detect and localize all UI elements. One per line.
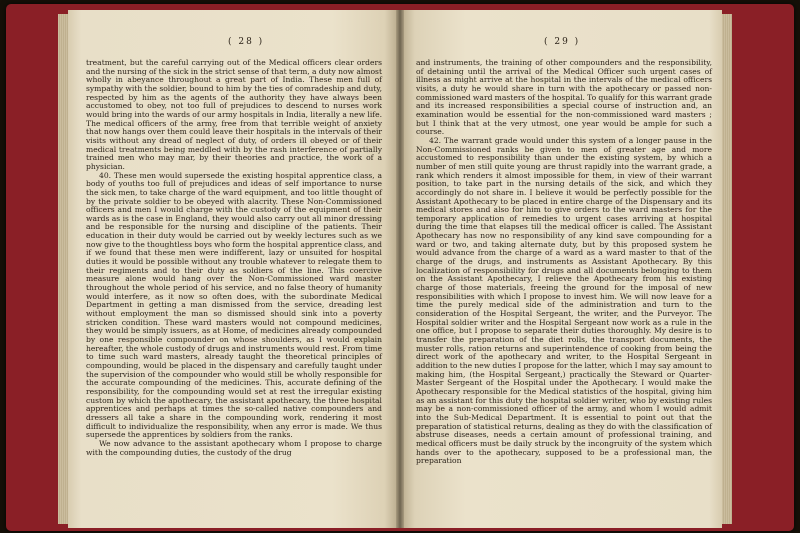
left-page — [68, 10, 398, 528]
book-gutter — [396, 10, 404, 528]
paragraph: 40. These men would supersede the existing hospital apprentice class, a body of youths too full of prejudices and ideas of self importance to nurse the sick men, to take charge of the ward equipment, and too little thought of by the private soldier to be obeyed with alacrity. These Non-Commissioned officers and men I would charge with the custody of the equipment of their wards as is the case in England, they would also carry out all minor dressing and be responsible for the nursing and discipline of the patients. Their education in their duty would be carried out by weekly lectures such as we now give to the thoughtless boys who form the hospital apprentice class, and if we found that these men were indifferent, lazy or unsuited for hospital duties it would be possible without any trouble whatever to relegate them to their regiments and to their duty as soldiers of the line. This coercive measure alone would hang over the Non-Commissioned ward master throughout the whole period of his service, and no false theory of humanity would interfere, as it now so often does, with the subordinate Medical Department in getting a man dismissed from the service, dreading lest without employment the man so dismissed should sink into a poverty stricken condition. These ward masters would not compound medicines, they would be simply issuers, as at Home, of medicines already compounded by one responsible compounder on whose shoulders, as I would explain hereafter, the whole custody of drugs and instruments would rest. From time to time such ward masters, already taught the theoretical principles of compounding, would be placed in the dispensary and carefully taught under the supervision of the compounder who would still be wholly responsible for the accurate compounding of the medicines. This, accurate defining of the responsibility, for the compounding would set at rest the irregular existing custom by which the apothecary, the assistant apothecary, the three hospital apprentices and perhaps at times the so-called native compounders and dressers all take a share in the compounding work, rendering it most difficult to individualize the responsibility, when any error is made. We thus supersede the apprentices by soldiers from the ranks. — [86, 170, 382, 440]
page-text — [416, 59, 712, 466]
right-page — [402, 10, 722, 528]
book — [6, 4, 794, 531]
left-page-edges — [58, 14, 68, 524]
page-text — [86, 59, 382, 457]
paragraph: We now advance to the assistant apothecary whom I propose to charge with the compounding duties, the custody of the drug — [86, 438, 382, 457]
page-number: ( 29 ) — [544, 37, 581, 47]
page-number: ( 28 ) — [228, 37, 265, 47]
right-page-edges — [722, 14, 732, 524]
paragraph: treatment, but the careful carrying out of the Medical officers clear orders and the nursing of the sick in the strict sense of that term, a duty now almost wholly in abeyance throughout a great part of India. These men full of sympathy with the soldier, bound to him by the ties of comradeship and duty, respected by him as the agents of the authority they have always been accustomed to obey, not too full of prejudices to descend to nurses work would bring into the wards of our army hospitals in India, literally a new life. The medical officers of the army, free from that terrible weight of anxiety that now hangs over them could leave their hospitals in the intervals of their visits without any dread of neglect of duty, of orders ill obeyed or of their medical treatments being meddled with by the rash interference of partially trained men who may mar, by their theories and practice, the work of a physician. — [86, 58, 382, 171]
paragraph: 42. The warrant grade would under this system of a longer pause in the Non-Commissioned ranks be given to men of greater age and more accustomed to responsibility than under the existing system, by which a number of men still quite young are thrust rapidly into the warrant grade, a rank which renders it almost impossible for them, in view of their warrant position, to take part in the nursing details of the sick, and which they accordingly do not share in. I believe it would be perfectly possible for the Assistant Apothecary to be placed in entire charge of the Dispensary and its medical stores and also for him to give orders to the ward masters for the temporary application of remedies to urgent cases arriving at hospital during the time that elapses till the medical officer is called. The Assistant Apothecary has now no responsibility of any kind save compounding for a ward or two, and taking alternate duty, but by this proposed system he would advance from the charge of a ward as a ward master to that of the charge of the drugs, and instruments as Assistant Apothecary. By this localization of responsibility for drugs and all documents belonging to them on the Assistant Apothecary, I relieve the Apothecary from his existing charge of those materials, freeing the ground for the imposal of new responsibilities with which I propose to invest him. We will now leave for a time the purely medical side of the administration and turn to the consideration of the Hospital Sergeant, the writer, and the Purveyor. The Hospital soldier writer and the Hospital Sergeant now work as a rule in the one office, but I propose to separate their duties thoroughly. My desire is to transfer the preparation of the diet rolls, the transport documents, the muster rolls, ration returns and superintendence of cooking from being the direct work of the apothecary and writer, to the Hospital Sergeant in addition to the new duties I propose for the latter, which I may say amount to making him, (the Hospital Sergeant,) practically the Steward or Quarter-Master Sergeant of the Hospital under the Apothecary. I would make the Apothecary responsible for the Medical statistics of the hospital, giving him as an assistant for this duty the hospital soldier writer, who by existing rules may be a non-commissioned officer of the army, and whom I would admit into the Sub-Medical Department. It is essential to point out that the preparation of statistical returns, dealing as they do with the classification of abstruse diseases, needs a certain amount of professional training, and medical officers must be daily struck by the incongruity of the system which hands over to the apothecary, supposed to be a professional man, the preparation — [416, 135, 712, 466]
paragraph: and instruments, the training of other compounders and the responsibility, of detaining until the arrival of the Medical Officer such urgent cases of illness as might arrive at the hospital in the intervals of the medical officers visits, a duty he would share in turn with the apothecary or passed non-commissioned ward masters of the hospital. To qualify for this warrant grade and its increased responsibilities a special course of instruction and, an examination would be essential for the non-commissioned ward masters ; but I think that at the very utmost, one year would be ample for such a course. — [416, 58, 712, 137]
